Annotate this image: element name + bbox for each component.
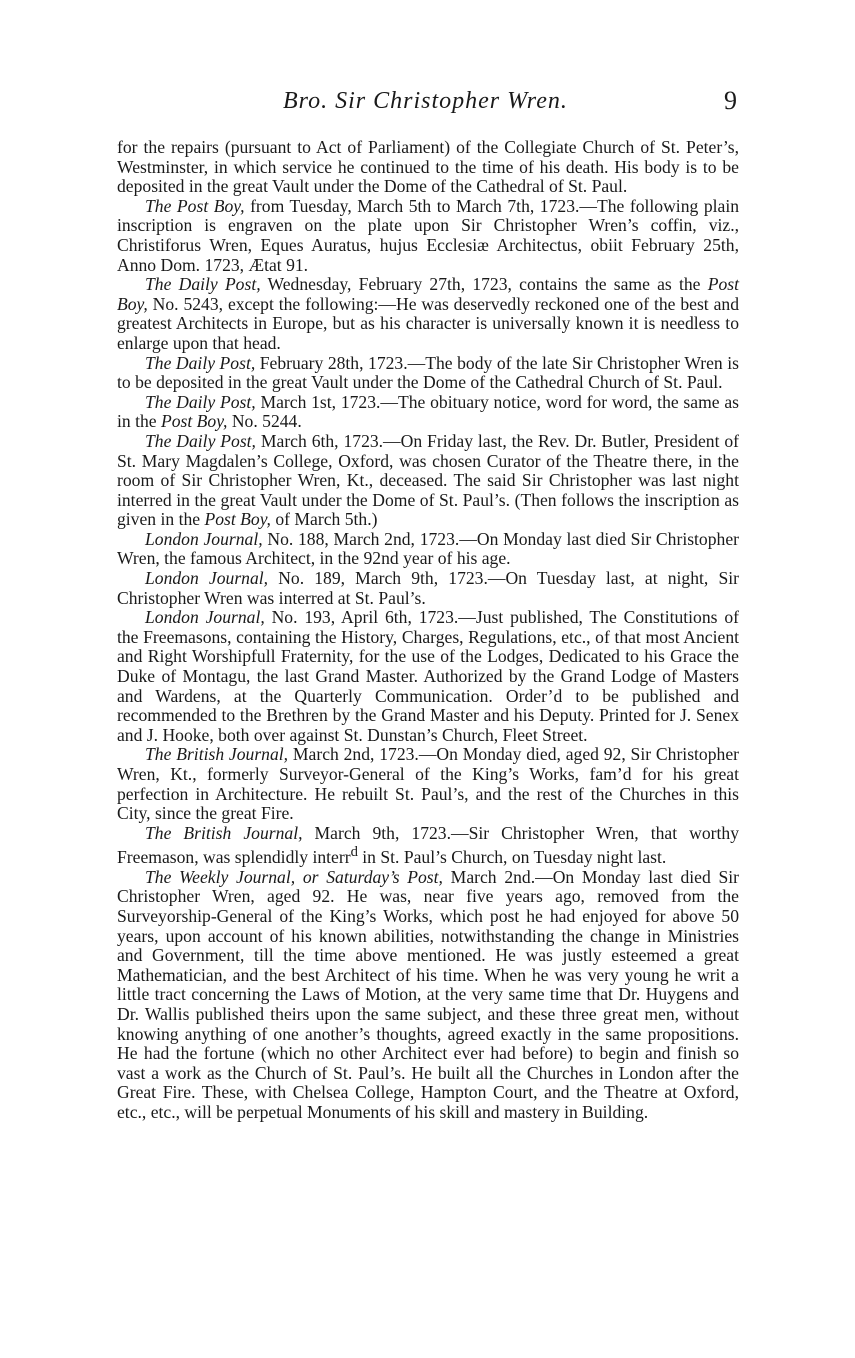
paragraph: The Daily Post, March 1st, 1723.—The obituary notice, word for word, the same as in the Post Boy, No. 5244. (117, 391, 740, 432)
source-title: The Daily Post, (145, 391, 256, 412)
source-reference: Post Boy, (160, 411, 228, 432)
page-number: 9 (724, 86, 737, 115)
paragraph: London Journal, No. 193, April 6th, 1723.—Just published, The Constitutions of the Freemasons, containing the History, Charges, Regulations, etc., of that most Ancient and Right Worshipfull Fraternity, for the use of the Lodges, Dedicated to his Grace the Duke of Montagu, the last Grand Master. Authorized by the Grand Lodge of Masters and Wardens, at the Quarterly Communication. Order’d to be published and recommended to the Brethren by the Grand Master and his Deputy. Printed for J. Senex and J. Hooke, both over against St. Dunstan’s Church, Fleet Street. (117, 607, 739, 745)
paragraph: The Daily Post, February 28th, 1723.—The body of the late Sir Christopher Wren is to be deposited in the great Vault under the Dome of the Cathedral Church of St. Paul. (117, 352, 739, 393)
source-title: The Weekly Journal, or Saturday’s Post, (145, 866, 443, 887)
paragraph: The Weekly Journal, or Saturday’s Post, March 2nd.—On Monday last died Sir Christopher Wren, aged 92. He was, near five years ago, removed from the Surveyorship-General of the King’s Works, which post he had enjoyed for above 50 years, upon account of his known abilities, notwithstanding the change in Ministries and Government, till the time above mentioned. He was justly esteemed a great Mathematician, and the best Architect of his time. When he was very young he writ a little tract concerning the Laws of Motion, at the very same time that Dr. Huygens and Dr. Wallis published theirs upon the same subject, and these three great men, without knowing anything of one another’s thoughts, agreed exactly in the same propositions. He had the fortune (which no other Architect ever had before) to begin and finish so vast a work as the Church of St. Paul’s. He built all the Churches in London after the Great Fire. These, with Chelsea College, Hampton Court, and the Theatre at Oxford, etc., etc., will be perpetual Monuments of his skill and mastery in Building. (117, 866, 740, 1122)
body-text (117, 138, 739, 1123)
superscript: d (350, 844, 358, 861)
source-title: London Journal, (145, 568, 269, 589)
source-title: London Journal, (145, 607, 265, 628)
source-title: The British Journal, (145, 744, 289, 765)
paragraph: London Journal, No. 188, March 2nd, 1723.—On Monday last died Sir Christopher Wren, the famous Architect, in the 92nd year of his age. (117, 528, 739, 569)
paragraph: The British Journal, March 9th, 1723.—Sir Christopher Wren, that worthy Freemason, was splendidly interr$^d$ in St. Paul’s Church, on Tuesday night last. (117, 822, 739, 868)
paragraph: The Daily Post, Wednesday, February 27th, 1723, contains the same as the Post Boy, No. 5243, except the following:—He was deservedly reckoned one of the best and greatest Architects in Europe, but as his character is universally known it is needless to enlarge upon that head. (117, 274, 740, 353)
paragraph: The Post Boy, from Tuesday, March 5th to March 7th, 1723.—The following plain inscription is engraven on the plate upon Sir Christopher Wren’s coffin, viz., Christiforus Wren, Eques Auratus, hujus Ecclesiæ Architectus, obiit February 25th, Anno Dom. 1723, Ætat 91. (117, 195, 739, 275)
paragraph: The Daily Post, March 6th, 1723.—On Friday last, the Rev. Dr. Butler, President of St. Mary Magdalen’s College, Oxford, was chosen Curator of the Theatre there, in the room of Sir Christopher Wren, Kt., deceased. The said Sir Christopher was last night interred in the great Vault under the Dome of St. Paul’s. (Then follows the inscription as given in the Post Boy, of March 5th.) (117, 430, 740, 530)
source-title: The Daily Post, (145, 430, 256, 451)
paragraph: London Journal, No. 189, March 9th, 1723.—On Tuesday last, at night, Sir Christopher Wren was interred at St. Paul’s. (117, 568, 739, 608)
source-title: The Daily Post, (145, 274, 261, 295)
source-title: London Journal, (145, 528, 263, 549)
paragraph: The British Journal, March 2nd, 1723.—On Monday died, aged 92, Sir Christopher Wren, Kt., formerly Surveyor-General of the King’s Works, fam’d for his great perfection in Architecture. He rebuilt St. Paul’s, and the rest of the Churches in this City, since the great Fire. (117, 744, 739, 824)
source-title: The Daily Post, (145, 352, 256, 373)
source-reference: Post Boy, (204, 509, 271, 530)
running-title: Bro. Sir Christopher Wren. (283, 88, 568, 114)
source-title: The Post Boy, (145, 195, 245, 216)
page-header (0, 88, 855, 124)
paragraph: for the repairs (pursuant to Act of Parliament) of the Collegiate Church of St. Peter’s, Westminster, in which service he continued to the time of his death. His body is to be deposited in the great Vault under the Dome of the Cathedral of St. Paul. (117, 137, 739, 197)
source-title: The British Journal, (145, 822, 303, 843)
source-reference: Post Boy, (117, 274, 740, 314)
